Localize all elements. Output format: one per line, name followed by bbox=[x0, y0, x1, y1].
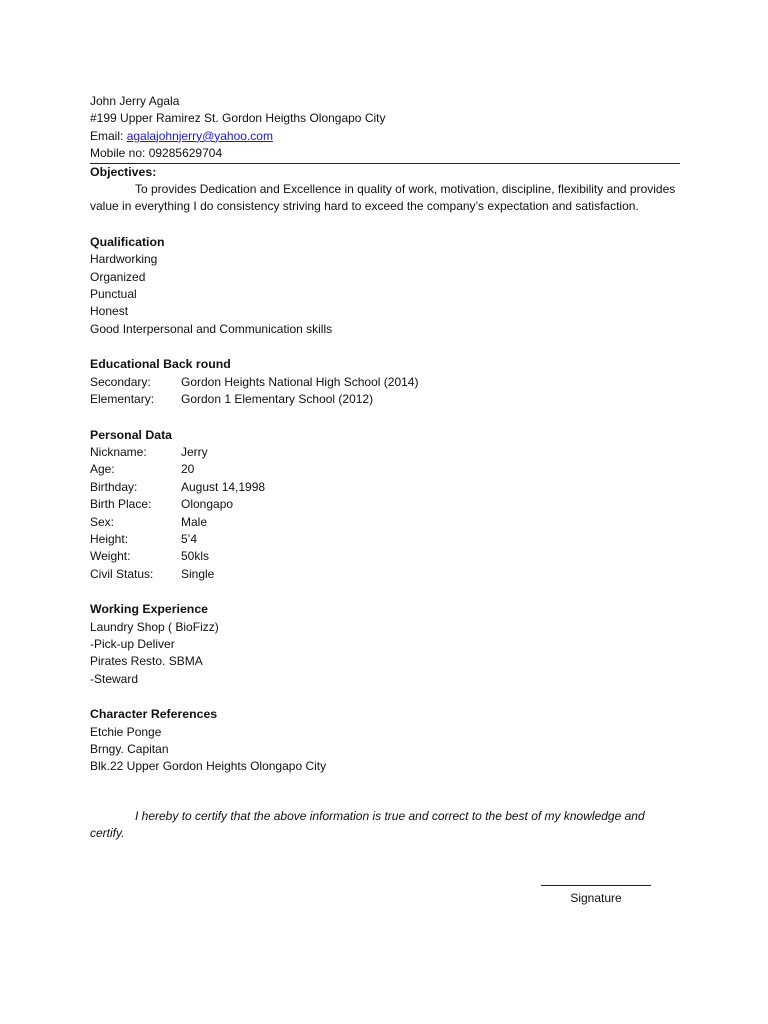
personal-label: Weight: bbox=[90, 549, 131, 564]
references-heading: Character References bbox=[90, 707, 218, 722]
personal-row bbox=[90, 444, 680, 461]
certification-statement: I hereby to certify that the above information is true and correct to the best of my knowledge and certify. bbox=[90, 808, 645, 841]
personal-row bbox=[90, 514, 680, 531]
personal-value: Olongapo bbox=[181, 497, 234, 512]
experience-item: Pirates Resto. SBMA bbox=[90, 654, 203, 669]
personal-value: 20 bbox=[181, 462, 195, 477]
education-value: Gordon 1 Elementary School (2012) bbox=[181, 392, 374, 407]
personal-label: Nickname: bbox=[90, 444, 147, 459]
qualification-heading: Qualification bbox=[90, 234, 165, 249]
spacer bbox=[90, 216, 680, 234]
personal-value: Male bbox=[181, 514, 208, 529]
experience-item: -Steward bbox=[90, 671, 139, 686]
personal-row bbox=[90, 461, 680, 478]
objectives-text: To provides Dedication and Excellence in quality of work, motivation, discipline, flexibility and provides value in everything I do consistency striving hard to exceed the company’s expectation and satisfaction. bbox=[90, 182, 676, 214]
education-row bbox=[90, 391, 680, 408]
personal-label: Age: bbox=[90, 462, 115, 477]
references-list bbox=[90, 724, 680, 776]
personal-row bbox=[90, 566, 680, 583]
education-label: Elementary: bbox=[90, 392, 155, 407]
experience-list bbox=[90, 619, 680, 689]
personal-row bbox=[90, 496, 680, 513]
qualification-item: Honest bbox=[90, 304, 129, 319]
signature-label: Signature bbox=[570, 891, 622, 905]
qualification-item: Organized bbox=[90, 269, 146, 284]
education-row bbox=[90, 374, 680, 391]
personal-value: Jerry bbox=[181, 444, 208, 459]
spacer bbox=[90, 409, 680, 427]
reference-item: Blk.22 Upper Gordon Heights Olongapo City bbox=[90, 759, 327, 774]
reference-item: Brngy. Capitan bbox=[90, 742, 169, 756]
experience-item: -Pick-up Deliver bbox=[90, 636, 175, 651]
spacer bbox=[90, 688, 680, 706]
qualification-list bbox=[90, 251, 680, 338]
email-line bbox=[90, 128, 680, 145]
resume-content bbox=[90, 93, 680, 843]
spacer bbox=[90, 583, 680, 601]
experience-item: Laundry Shop ( BioFizz) bbox=[90, 619, 219, 634]
mobile-number: Mobile no: 09285629704 bbox=[90, 146, 223, 161]
personal-row bbox=[90, 479, 680, 496]
email-label: Email: bbox=[90, 128, 127, 143]
personal-row bbox=[90, 531, 680, 548]
personal-row bbox=[90, 548, 680, 565]
personal-value: Single bbox=[181, 566, 215, 581]
personal-label: Birth Place: bbox=[90, 497, 152, 512]
qualification-item: Hardworking bbox=[90, 252, 158, 267]
experience-heading: Working Experience bbox=[90, 602, 208, 617]
personal-value: 5’4 bbox=[181, 531, 198, 546]
personal-data-heading: Personal Data bbox=[90, 427, 173, 442]
spacer bbox=[90, 338, 680, 356]
personal-label: Birthday: bbox=[90, 479, 138, 494]
qualification-item: Good Interpersonal and Communication skills bbox=[90, 321, 333, 336]
personal-data-list bbox=[90, 444, 680, 583]
education-list bbox=[90, 374, 680, 409]
personal-value: 50kls bbox=[181, 549, 210, 564]
education-value: Gordon Heights National High School (2014) bbox=[181, 374, 419, 389]
qualification-item: Punctual bbox=[90, 287, 137, 302]
applicant-address: #199 Upper Ramirez St. Gordon Heigths Olongapo City bbox=[90, 111, 386, 126]
education-label: Secondary: bbox=[90, 374, 151, 389]
email-link[interactable]: agalajohnjerry@yahoo.com bbox=[126, 128, 273, 143]
personal-value: August 14,1998 bbox=[181, 479, 266, 494]
signature-line bbox=[541, 874, 651, 886]
personal-label: Civil Status: bbox=[90, 566, 154, 581]
personal-label: Height: bbox=[90, 531, 129, 546]
education-heading: Educational Back round bbox=[90, 357, 231, 372]
applicant-name: John Jerry Agala bbox=[90, 94, 180, 108]
reference-item: Etchie Ponge bbox=[90, 724, 162, 739]
signature-block bbox=[540, 874, 652, 907]
personal-label: Sex: bbox=[90, 514, 115, 529]
objectives-heading: Objectives: bbox=[90, 164, 157, 179]
